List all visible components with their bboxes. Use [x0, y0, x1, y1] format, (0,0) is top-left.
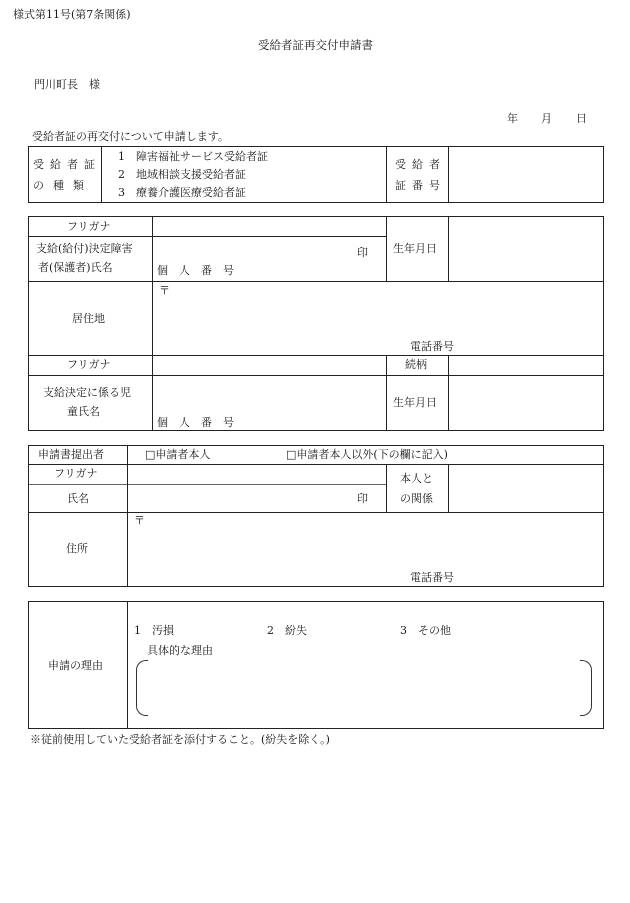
- date-year: 年: [507, 112, 518, 125]
- applicant-furigana-label: フリガナ: [67, 220, 111, 233]
- date-day: 日: [576, 112, 587, 125]
- cert-number-label: 受給者: [395, 158, 446, 171]
- cert-type-label-2: の種類: [33, 179, 93, 192]
- reason-detail-label: 具体的な理由: [147, 644, 213, 657]
- submitter-relation-label: 本人と: [400, 472, 433, 485]
- form-title: 受給者証再交付申請書: [258, 38, 373, 52]
- date-month: 月: [541, 112, 552, 125]
- reason-label: 申請の理由: [48, 659, 103, 672]
- footnote: ※従前使用していた受給者証を添付すること。(紛失を除く。): [30, 733, 330, 746]
- cert-type-option-3: 3 療養介護医療受給者証: [118, 186, 246, 199]
- submitter-address-label: 住所: [66, 542, 88, 555]
- reason-option-3[interactable]: 3 その他: [400, 624, 451, 637]
- applicant-name-label-2: 者(保護者)氏名: [38, 261, 113, 274]
- submitter-address-field[interactable]: [128, 513, 601, 585]
- reason-detail-field[interactable]: [150, 662, 578, 714]
- cert-type-option-1: 1 障害福祉サービス受給者証: [118, 150, 268, 163]
- child-birth-label: 生年月日: [393, 396, 437, 409]
- submitter-option-other[interactable]: □申請者本人以外(下の欄に記入): [286, 448, 448, 461]
- submitter-postal-mark: 〒: [134, 514, 145, 527]
- reason-option-1[interactable]: 1 汚損: [134, 624, 174, 637]
- child-name-label-2: 童氏名: [67, 405, 100, 418]
- child-relation-field[interactable]: [449, 356, 601, 373]
- applicant-name-label: 支給(給付)決定障害: [36, 242, 133, 255]
- applicant-phone-label: 電話番号: [410, 340, 454, 353]
- submitter-label: 申請書提出者: [38, 448, 104, 461]
- applicant-birth-field[interactable]: [449, 217, 603, 279]
- applicant-postal-mark: 〒: [159, 284, 170, 297]
- applicant-address-label: 居住地: [72, 312, 105, 325]
- submitter-furigana-field[interactable]: [128, 465, 384, 482]
- child-furigana-label: フリガナ: [67, 358, 111, 371]
- addressee: 門川町長 様: [34, 78, 100, 91]
- submitter-phone-label: 電話番号: [410, 571, 454, 584]
- cert-type-label: 受給者証: [33, 158, 101, 171]
- reason-bracket-left: [136, 660, 148, 716]
- child-birth-field[interactable]: [449, 376, 601, 429]
- submitter-relation-field[interactable]: [449, 465, 601, 510]
- applicant-address-field[interactable]: [153, 282, 601, 352]
- cert-number-label-2: 証番号: [395, 179, 446, 192]
- child-furigana-field[interactable]: [153, 356, 385, 373]
- submitter-name-label: 氏名: [67, 492, 89, 505]
- intro-text: 受給者証の再交付について申請します。: [32, 130, 229, 143]
- reason-option-2[interactable]: 2 紛失: [267, 624, 307, 637]
- cert-type-option-2: 2 地域相談支援受給者証: [118, 168, 246, 181]
- child-relation-label: 続柄: [405, 358, 427, 371]
- applicant-furigana-field[interactable]: [153, 217, 356, 235]
- applicant-seal: 印: [357, 246, 368, 259]
- applicant-my-number-label: 個 人 番 号: [157, 264, 234, 277]
- submitter-name-field[interactable]: [128, 485, 353, 510]
- child-my-number-label: 個 人 番 号: [157, 416, 234, 429]
- child-name-field[interactable]: [153, 376, 385, 416]
- submitter-furigana-label: フリガナ: [54, 467, 98, 480]
- applicant-birth-label: 生年月日: [393, 242, 437, 255]
- cert-number-field[interactable]: [449, 148, 603, 201]
- submitter-relation-label-2: の関係: [400, 492, 433, 505]
- submitter-option-self[interactable]: □申請者本人: [145, 448, 211, 461]
- reason-bracket-right: [580, 660, 592, 716]
- form-id: 様式第11号(第7条関係): [13, 8, 131, 21]
- submitter-seal: 印: [357, 492, 368, 505]
- child-name-label: 支給決定に係る児: [43, 386, 131, 399]
